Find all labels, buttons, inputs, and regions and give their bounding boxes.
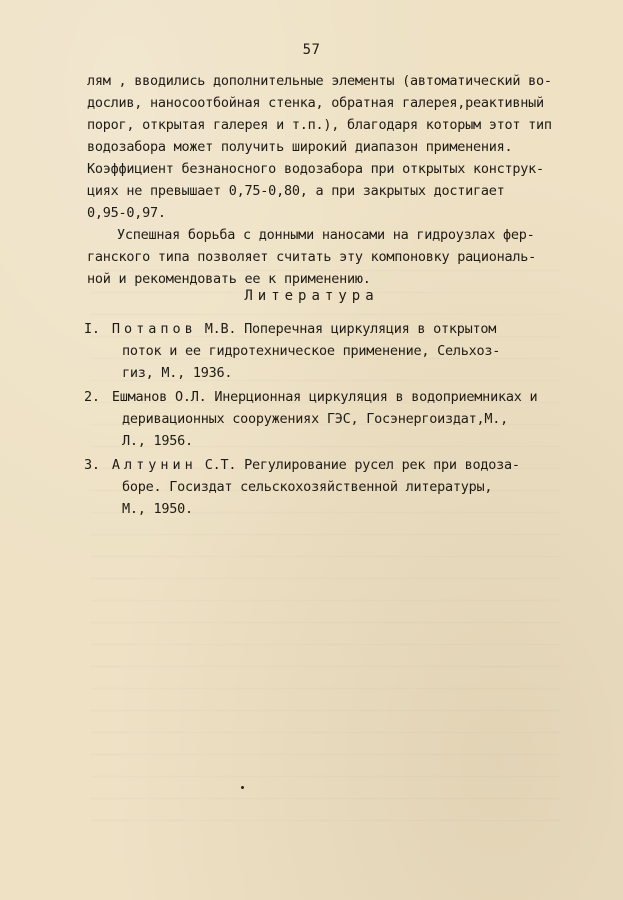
- reference-initials: О.Л.: [174, 389, 207, 405]
- reference-title-line: боре. Госиздат сельскохозяйственной литературы,: [122, 479, 493, 495]
- reference-title-line: Регулирование русел рек при водоза-: [244, 457, 520, 473]
- references-heading: Литература: [244, 288, 379, 304]
- reference-item: [84, 454, 584, 520]
- reference-number: I.: [84, 321, 100, 337]
- reference-title-line: Л., 1956.: [122, 433, 193, 449]
- reference-title-line: М., 1950.: [122, 501, 193, 517]
- reference-number: 2.: [84, 389, 100, 405]
- reference-initials: М.В.: [204, 321, 237, 337]
- reference-item: [84, 318, 584, 384]
- references-list: [84, 318, 584, 522]
- reference-title-line: деривационных сооружениях ГЭС, Госэнергоиздат,М.,: [122, 411, 509, 427]
- paragraph-1-line: лям , вводились дополнительные элементы (автоматический во-: [87, 73, 552, 89]
- body-text: [87, 70, 577, 290]
- reference-title-line: Поперечная циркуляция в открытом: [244, 321, 497, 337]
- paragraph-1-line: Коэффициент безнаносного водозабора при открытых конструк-: [87, 161, 544, 177]
- reference-author: Ешманов: [111, 389, 168, 405]
- reference-initials: С.Т.: [204, 457, 237, 473]
- paragraph-2-line: ганского типа позволяет считать эту компоновку рациональ-: [87, 249, 537, 265]
- reference-item: [84, 386, 584, 452]
- paragraph-1-line: 0,95-0,97.: [87, 205, 166, 221]
- reference-number: 3.: [84, 457, 100, 473]
- paragraph-1-line: водозабора может получить широкий диапазон применения.: [87, 139, 513, 155]
- reference-title-line: гиз, М., 1936.: [122, 365, 233, 381]
- reference-author: Алтунин: [111, 457, 197, 473]
- page-number: 57: [302, 42, 321, 58]
- paragraph-1-line: порог, открытая галерея и т.п.), благодаря которым этот тип: [87, 117, 552, 133]
- paragraph-1-line: циях не превышает 0,75-0,80, а при закрытых достигает: [87, 183, 505, 199]
- ink-dot: [241, 786, 244, 789]
- paragraph-2-line: Успешная борьба с донными наносами на гидроузлах фер-: [117, 227, 535, 243]
- reference-title-line: поток и ее гидротехническое применение, Сельхоз-: [122, 343, 501, 359]
- reference-title-line: Инерционная циркуляция в водоприемниках и: [214, 389, 538, 405]
- reference-author: Потапов: [111, 321, 197, 337]
- paragraph-2-line: ной и рекомендовать ее к применению.: [87, 271, 371, 287]
- paragraph-1-line: дослив, наносоотбойная стенка, обратная галерея,реактивный: [87, 95, 544, 111]
